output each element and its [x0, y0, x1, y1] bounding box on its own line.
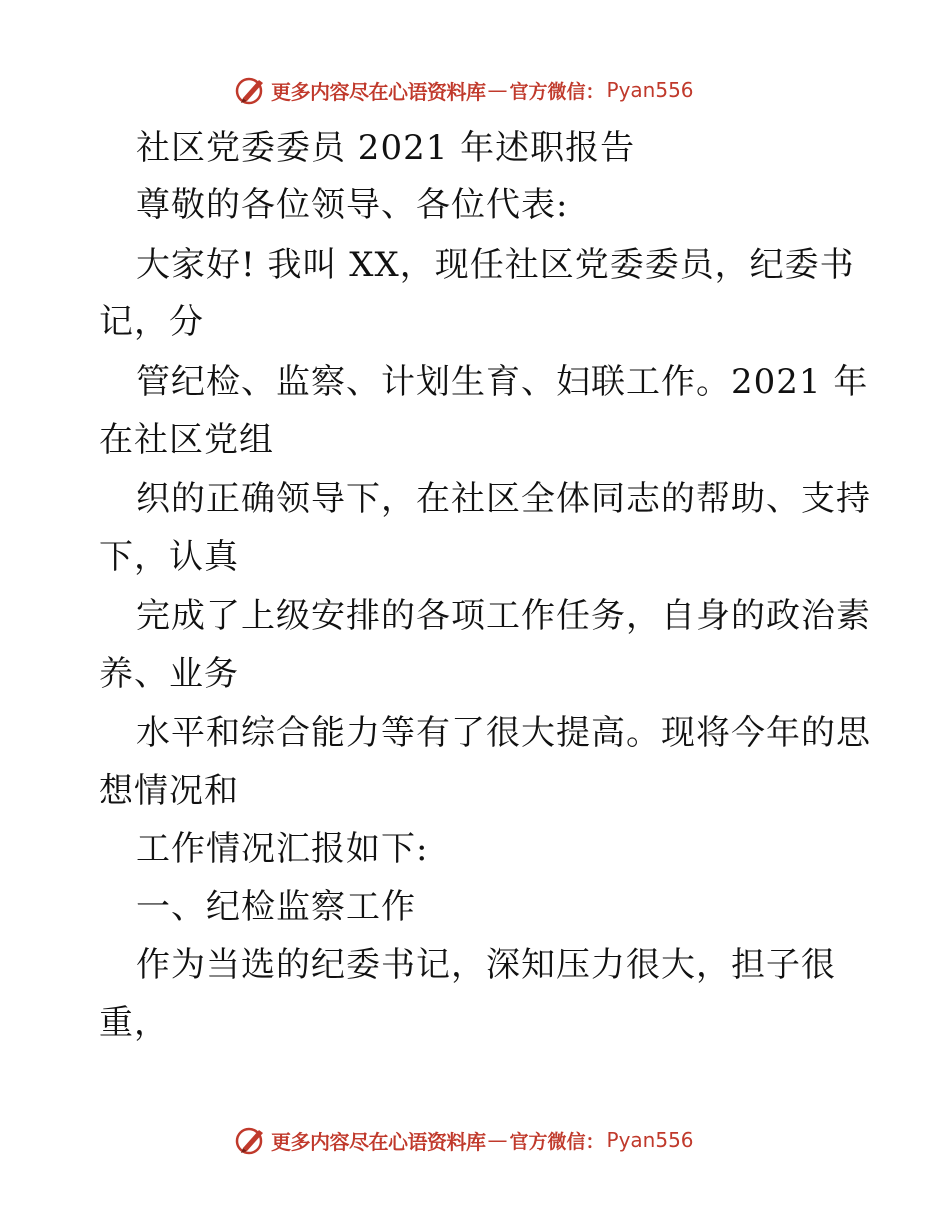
footer-banner — [235, 1123, 694, 1157]
section-heading: 一、纪检监察工作 — [136, 887, 416, 927]
pen-logo-icon — [235, 1124, 267, 1156]
banner-wechat-label: 官方微信： — [509, 1130, 605, 1153]
paragraph-line: 织的正确领导下，在社区全体同志的帮助、支持 — [136, 479, 871, 519]
pen-logo-icon — [235, 74, 267, 106]
paragraph-line: 重， — [99, 1003, 169, 1043]
banner-wechat-label: 官方微信： — [509, 80, 605, 103]
banner-wechat-id: Pyan556 — [606, 78, 694, 102]
salutation: 尊敬的各位领导、各位代表: — [136, 185, 569, 225]
paragraph-line: 记，分 — [99, 302, 204, 342]
paragraph-line: 完成了上级安排的各项工作任务，自身的政治素 — [136, 596, 871, 636]
banner-dash: — — [487, 78, 508, 102]
paragraph-line: 在社区党组 — [99, 420, 274, 460]
paragraph-line: 工作情况汇报如下: — [136, 829, 429, 869]
banner-text: 更多内容尽在心语资料库 — [271, 1129, 486, 1154]
paragraph-line: 养、业务 — [99, 654, 239, 694]
banner-text: 更多内容尽在心语资料库 — [271, 79, 486, 104]
paragraph-line: 想情况和 — [99, 771, 239, 811]
header-banner — [235, 73, 694, 107]
paragraph-line: 水平和综合能力等有了很大提高。现将今年的思 — [136, 713, 871, 753]
paragraph-line: 作为当选的纪委书记，深知压力很大，担子很 — [136, 945, 836, 985]
banner-dash: — — [487, 1128, 508, 1152]
paragraph-line: 管纪检、监察、计划生育、妇联工作。2021 年 — [136, 362, 869, 402]
paragraph-line: 下，认真 — [99, 537, 239, 577]
document-title: 社区党委委员 2021 年述职报告 — [136, 128, 636, 168]
paragraph-line: 大家好! 我叫 XX，现任社区党委委员，纪委书 — [136, 245, 855, 285]
banner-wechat-id: Pyan556 — [606, 1128, 694, 1152]
